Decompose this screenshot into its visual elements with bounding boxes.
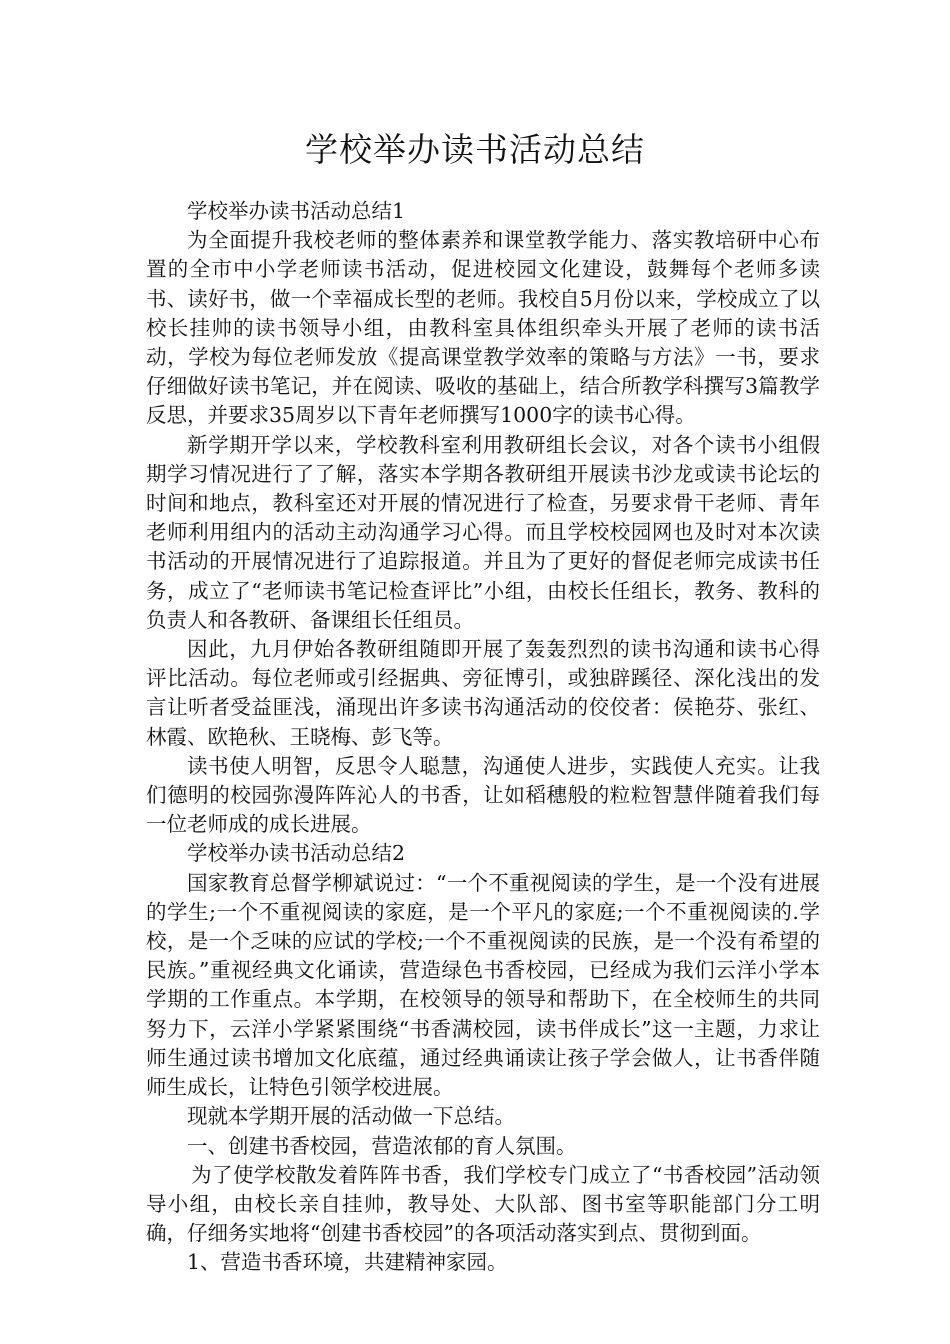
body-paragraph: 为全面提升我校老师的整体素养和课堂教学能力、落实教培研中心布置的全市中小学老师读书活动，促进校园文化建设，鼓舞每个老师多读书、读好书，做一个幸福成长型的老师。我校自5月份以来，学校成立了以校长挂帅的读书领导小组，由教科室具体组织牵头开展了老师的读书活动，学校为每位老师发放《提高课堂教学效率的策略与方法》一书，要求仔细做好读书笔记，并在阅读、吸收的基础上，结合所教学科撰写3篇教学反思，并要求35周岁以下青年老师撰写1000字的读书心得。 [146,228,820,428]
body-paragraph: 为了使学校散发着阵阵书香，我们学校专门成立了“书香校园”活动领导小组，由校长亲自挂帅，教导处、大队部、图书室等职能部门分工明确，仔细务实地将“创建书香校园”的各项活动落实到点、贯彻到面。 [146,1162,820,1246]
section-heading-2: 学校举办读书活动总结2 [187,841,406,866]
section-heading-1: 学校举办读书活动总结1 [187,199,406,223]
subsection-item: 1、营造书香环境，共建精神家园。 [187,1250,508,1275]
subsection-heading: 一、创建书香校园，营造浓郁的育人氛围。 [187,1133,577,1158]
body-paragraph: 国家教育总督学柳斌说过：“一个不重视阅读的学生，是一个没有进展的学生;一个不重视阅读的家庭，是一个平凡的家庭;一个不重视阅读的.学校，是一个乏味的应试的学校;一个不重视阅读的民族，是一个没有希望的民族。”重视经典文化诵读，营造绿色书香校园，已经成为我们云洋小学本学期的工作重点。本学期，在校领导的领导和帮助下，在全校师生的共同努力下，云洋小学紧紧围绕“书香满校园，读书伴成长”这一主题，力求让师生通过读书增加文化底蕴，通过经典诵读让孩子学会做人，让书香伴随师生成长，让特色引领学校进展。 [146,870,820,1100]
body-paragraph: 因此，九月伊始各教研组随即开展了轰轰烈烈的读书沟通和读书心得评比活动。每位老师或引经据典、旁征博引，或独辟蹊径、深化浅出的发言让听者受益匪浅，涌现出许多读书沟通活动的佼佼者：侯艳芬、张红、林霞、欧艳秋、王晓梅、彭飞等。 [146,637,820,749]
body-paragraph: 读书使人明智，反思令人聪慧，沟通使人进步，实践使人充实。让我们德明的校园弥漫阵阵沁人的书香，让如稻穗般的粒粒智慧伴随着我们每一位老师成的成长进展。 [146,753,820,837]
document-title: 学校举办读书活动总结 [305,130,645,169]
body-paragraph: 新学期开学以来，学校教科室利用教研组长会议，对各个读书小组假期学习情况进行了了解，落实本学期各教研组开展读书沙龙或读书论坛的时间和地点，教科室还对开展的情况进行了检查，另要求骨干老师、青年老师利用组内的活动主动沟通学习心得。而且学校校园网也及时对本次读书活动的开展情况进行了追踪报道。并且为了更好的督促老师完成读书任务，成立了“老师读书笔记检查评比”小组，由校长任组长，教务、教科的负责人和各教研、备课组长任组员。 [146,432,820,632]
document-body [146,197,820,1278]
body-paragraph: 现就本学期开展的活动做一下总结。 [187,1104,515,1129]
